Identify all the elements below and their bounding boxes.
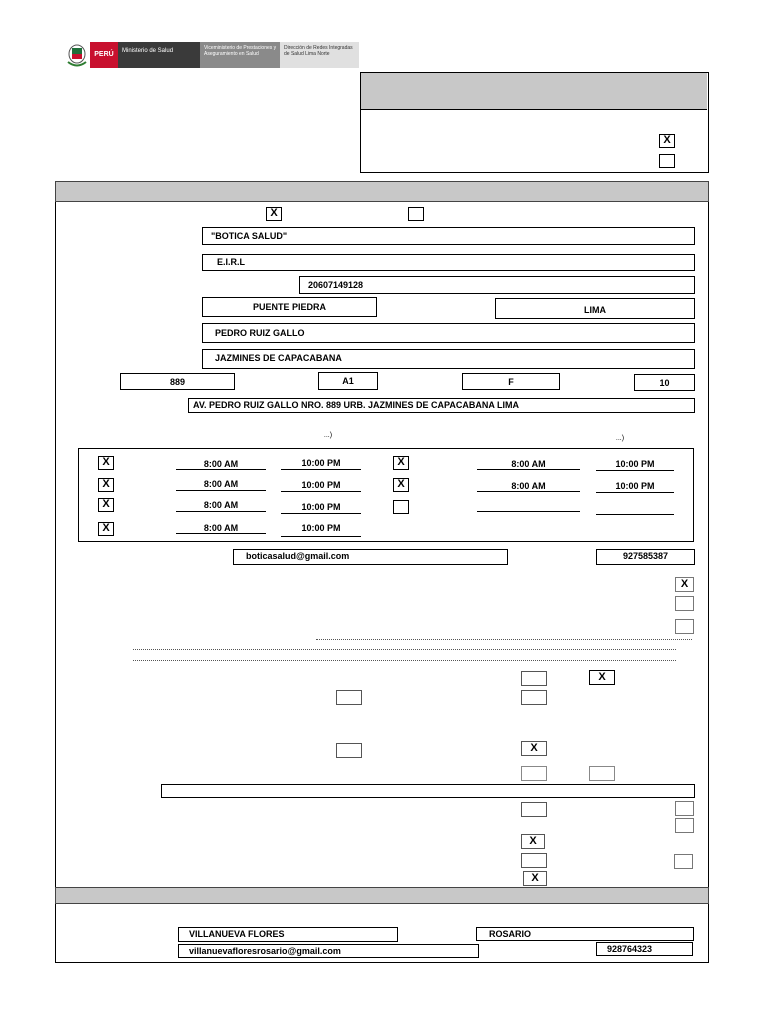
schedule-left-open-4[interactable]: 8:00 AM	[203, 523, 239, 533]
schedule-left-check-2[interactable]: X	[98, 478, 114, 492]
top-check-1[interactable]: X	[659, 134, 675, 148]
rep-surnames-field[interactable]: VILLANUEVA FLORES	[178, 927, 398, 942]
option-r4-a[interactable]	[521, 766, 547, 781]
rep-names-field[interactable]: ROSARIO	[476, 927, 694, 941]
vice-block	[200, 42, 280, 68]
dotted-line-2	[133, 649, 676, 650]
lot-field[interactable]: F	[462, 373, 560, 390]
section-2-header	[55, 887, 709, 904]
schedule-right-check-1[interactable]: X	[393, 456, 409, 470]
establishment-name-field[interactable]: "BOTICA SALUD"	[202, 227, 695, 245]
schedule-line	[176, 533, 266, 534]
option-r8-mid[interactable]	[521, 853, 547, 868]
option-r3-left[interactable]	[336, 743, 362, 758]
schedule-left-check-3[interactable]: X	[98, 498, 114, 512]
schedule-left-close-4[interactable]: 10:00 PM	[301, 523, 341, 533]
schedule-line	[281, 491, 361, 492]
option-r4-b[interactable]	[589, 766, 615, 781]
establishment-check-b[interactable]	[408, 207, 424, 221]
schedule-left-close-1[interactable]: 10:00 PM	[301, 458, 341, 468]
schedule-line	[477, 491, 580, 492]
option-r9-mid[interactable]: X	[523, 871, 547, 886]
ministry-block	[118, 42, 200, 68]
street-field[interactable]: PEDRO RUIZ GALLO	[202, 323, 695, 343]
schedule-left-open-1[interactable]: 8:00 AM	[203, 459, 239, 469]
urbanization-field[interactable]: JAZMINES DE CAPACABANA	[202, 349, 695, 369]
direction-block	[280, 42, 359, 68]
schedule-right-check-3[interactable]	[393, 500, 409, 514]
logo-vice-text: Viceministerio de Prestaciones y Aseguramiento en Salud	[204, 45, 277, 57]
option-r2-mid[interactable]	[521, 690, 547, 705]
schedule-left-open-3[interactable]: 8:00 AM	[203, 500, 239, 510]
option-r5-right[interactable]	[675, 801, 694, 816]
option-r6-right[interactable]	[675, 818, 694, 833]
schedule-right-check-2[interactable]: X	[393, 478, 409, 492]
top-check-2[interactable]	[659, 154, 675, 168]
schedule-line	[176, 511, 266, 512]
number-field[interactable]: 889	[120, 373, 235, 390]
schedule-line	[596, 470, 674, 471]
province-field[interactable]: LIMA	[495, 298, 695, 319]
schedule-left-check-4[interactable]: X	[98, 522, 114, 536]
option-r1-a[interactable]	[521, 671, 547, 686]
block-field[interactable]: A1	[318, 372, 378, 390]
logo-direction-text: Dirección de Redes Integradas de Salud Lima Norte	[284, 45, 353, 57]
schedule-right-open-1[interactable]: 8:00 AM	[511, 459, 546, 469]
option-right-check-3[interactable]	[675, 619, 694, 634]
schedule-right-close-2[interactable]: 10:00 PM	[615, 481, 655, 491]
rep-email-field[interactable]: villanuevafloresrosario@gmail.com	[178, 944, 479, 958]
option-r8-right[interactable]	[674, 854, 693, 869]
schedule-line	[477, 511, 580, 512]
top-right-box-header	[361, 73, 707, 110]
ruc-field[interactable]: 20607149128	[299, 276, 695, 294]
option-right-check-1[interactable]: X	[675, 577, 694, 592]
schedule-left-close-2[interactable]: 10:00 PM	[301, 480, 341, 490]
long-text-field[interactable]	[161, 784, 695, 798]
schedule-right-open-2[interactable]: 8:00 AM	[511, 481, 546, 491]
option-r7-mid[interactable]: X	[521, 834, 545, 849]
schedule-line	[176, 490, 266, 491]
schedule-right-close-1[interactable]: 10:00 PM	[615, 459, 655, 469]
establishment-check-a[interactable]: X	[266, 207, 282, 221]
schedule-line	[596, 514, 674, 515]
schedule-line	[176, 469, 266, 470]
option-r3-mid[interactable]: X	[521, 741, 547, 756]
rep-phone-field[interactable]: 928764323	[596, 942, 693, 956]
district-field[interactable]: PUENTE PIEDRA	[202, 297, 377, 317]
schedule-line	[477, 469, 580, 470]
dotted-line-1	[316, 639, 692, 640]
section-1-header	[55, 181, 709, 202]
note-right: ...)	[615, 435, 625, 442]
note-left: ...)	[323, 432, 333, 439]
dotted-line-3	[133, 660, 676, 661]
peru-block	[90, 42, 118, 68]
option-r5-mid[interactable]	[521, 802, 547, 817]
schedule-left-close-3[interactable]: 10:00 PM	[301, 502, 341, 512]
coat-of-arms-icon	[66, 42, 88, 68]
option-right-check-2[interactable]	[675, 596, 694, 611]
logo-ministry-text: Ministerio de Salud	[122, 48, 174, 54]
phone-field[interactable]: 927585387	[596, 549, 695, 565]
interior-field[interactable]: 10	[634, 374, 695, 391]
top-right-box	[360, 72, 709, 173]
option-r1-b[interactable]: X	[589, 670, 615, 685]
logo-country-text: PERÚ	[94, 51, 114, 58]
email-field[interactable]: boticasalud@gmail.com	[233, 549, 508, 565]
full-address-field[interactable]: AV. PEDRO RUIZ GALLO NRO. 889 URB. JAZMINES DE CAPACABANA LIMA	[188, 398, 695, 413]
schedule-line	[281, 469, 361, 470]
schedule-line	[596, 492, 674, 493]
option-r2-left[interactable]	[336, 690, 362, 705]
schedule-line	[281, 536, 361, 537]
company-type-field[interactable]: E.I.R.L	[202, 254, 695, 271]
schedule-line	[281, 513, 361, 514]
ministry-logo	[66, 42, 359, 68]
schedule-left-check-1[interactable]: X	[98, 456, 114, 470]
schedule-left-open-2[interactable]: 8:00 AM	[203, 479, 239, 489]
